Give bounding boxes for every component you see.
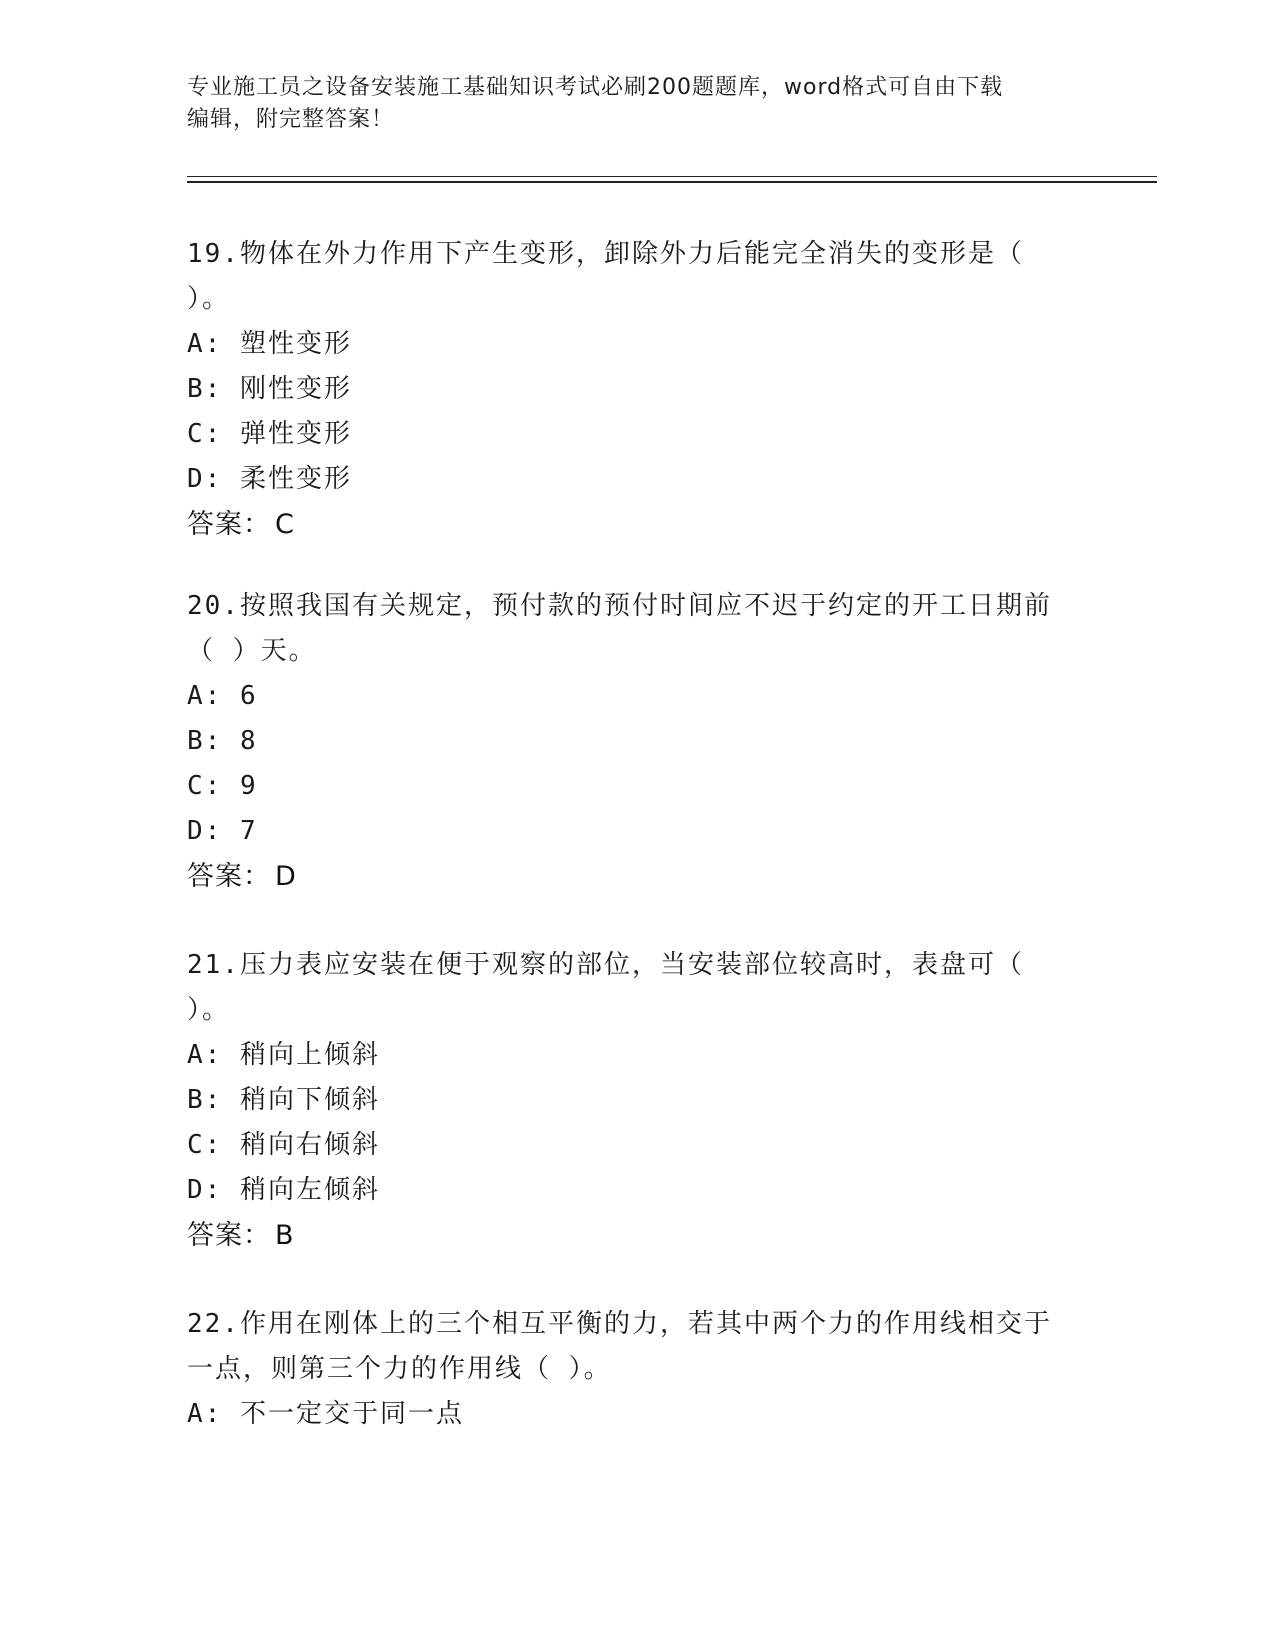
- answer: [187, 854, 1087, 899]
- question-text-line1: 20.按照我国有关规定，预付款的预付时间应不迟于约定的开工日期前: [187, 591, 1052, 621]
- question-text-line2: （ ）天。: [187, 636, 317, 666]
- header-title-line1: 专业施工员之设备安装施工基础知识考试必刷200题题库，word格式可自由下载: [187, 75, 1004, 100]
- question-text-line1: 19.物体在外力作用下产生变形，卸除外力后能完全消失的变形是（: [187, 239, 1024, 269]
- question-19: [187, 232, 1087, 547]
- option-d: D: 稍向左倾斜: [187, 1175, 380, 1205]
- option-b: B: 稍向下倾斜: [187, 1085, 380, 1115]
- option-c: C: 弹性变形: [187, 419, 352, 449]
- option-a: A: 6: [187, 681, 258, 711]
- option-a: A: 塑性变形: [187, 329, 352, 359]
- answer-label: 答案：: [187, 1220, 271, 1251]
- question-21: [187, 943, 1087, 1258]
- option-b: B: 8: [187, 726, 258, 756]
- question-text-line2: ）。: [187, 995, 231, 1025]
- option-b: B: 刚性变形: [187, 374, 352, 404]
- question-text-line2: ）。: [187, 284, 231, 314]
- answer-value: D: [275, 861, 297, 892]
- question-text-line1: 22.作用在刚体上的三个相互平衡的力，若其中两个力的作用线相交于: [187, 1309, 1052, 1339]
- question-22: [187, 1302, 1087, 1437]
- answer: [187, 502, 1087, 547]
- header-divider-thin: [187, 176, 1157, 177]
- answer-value: B: [275, 1220, 295, 1251]
- header-title-line2: 编辑，附完整答案！: [187, 107, 395, 132]
- answer-label: 答案：: [187, 509, 271, 540]
- answer-value: C: [275, 509, 295, 540]
- document-header: [187, 72, 1087, 136]
- answer: [187, 1213, 1087, 1258]
- option-a: A: 不一定交于同一点: [187, 1399, 464, 1429]
- option-a: A: 稍向上倾斜: [187, 1040, 380, 1070]
- header-divider-thick: [187, 181, 1157, 183]
- answer-label: 答案：: [187, 861, 271, 892]
- option-d: D: 7: [187, 816, 258, 846]
- question-text-line2: 一点，则第三个力的作用线（ ）。: [187, 1354, 612, 1384]
- option-c: C: 稍向右倾斜: [187, 1130, 380, 1160]
- option-d: D: 柔性变形: [187, 464, 352, 494]
- question-20: [187, 584, 1087, 899]
- option-c: C: 9: [187, 771, 258, 801]
- question-text-line1: 21.压力表应安装在便于观察的部位，当安装部位较高时，表盘可（: [187, 950, 1024, 980]
